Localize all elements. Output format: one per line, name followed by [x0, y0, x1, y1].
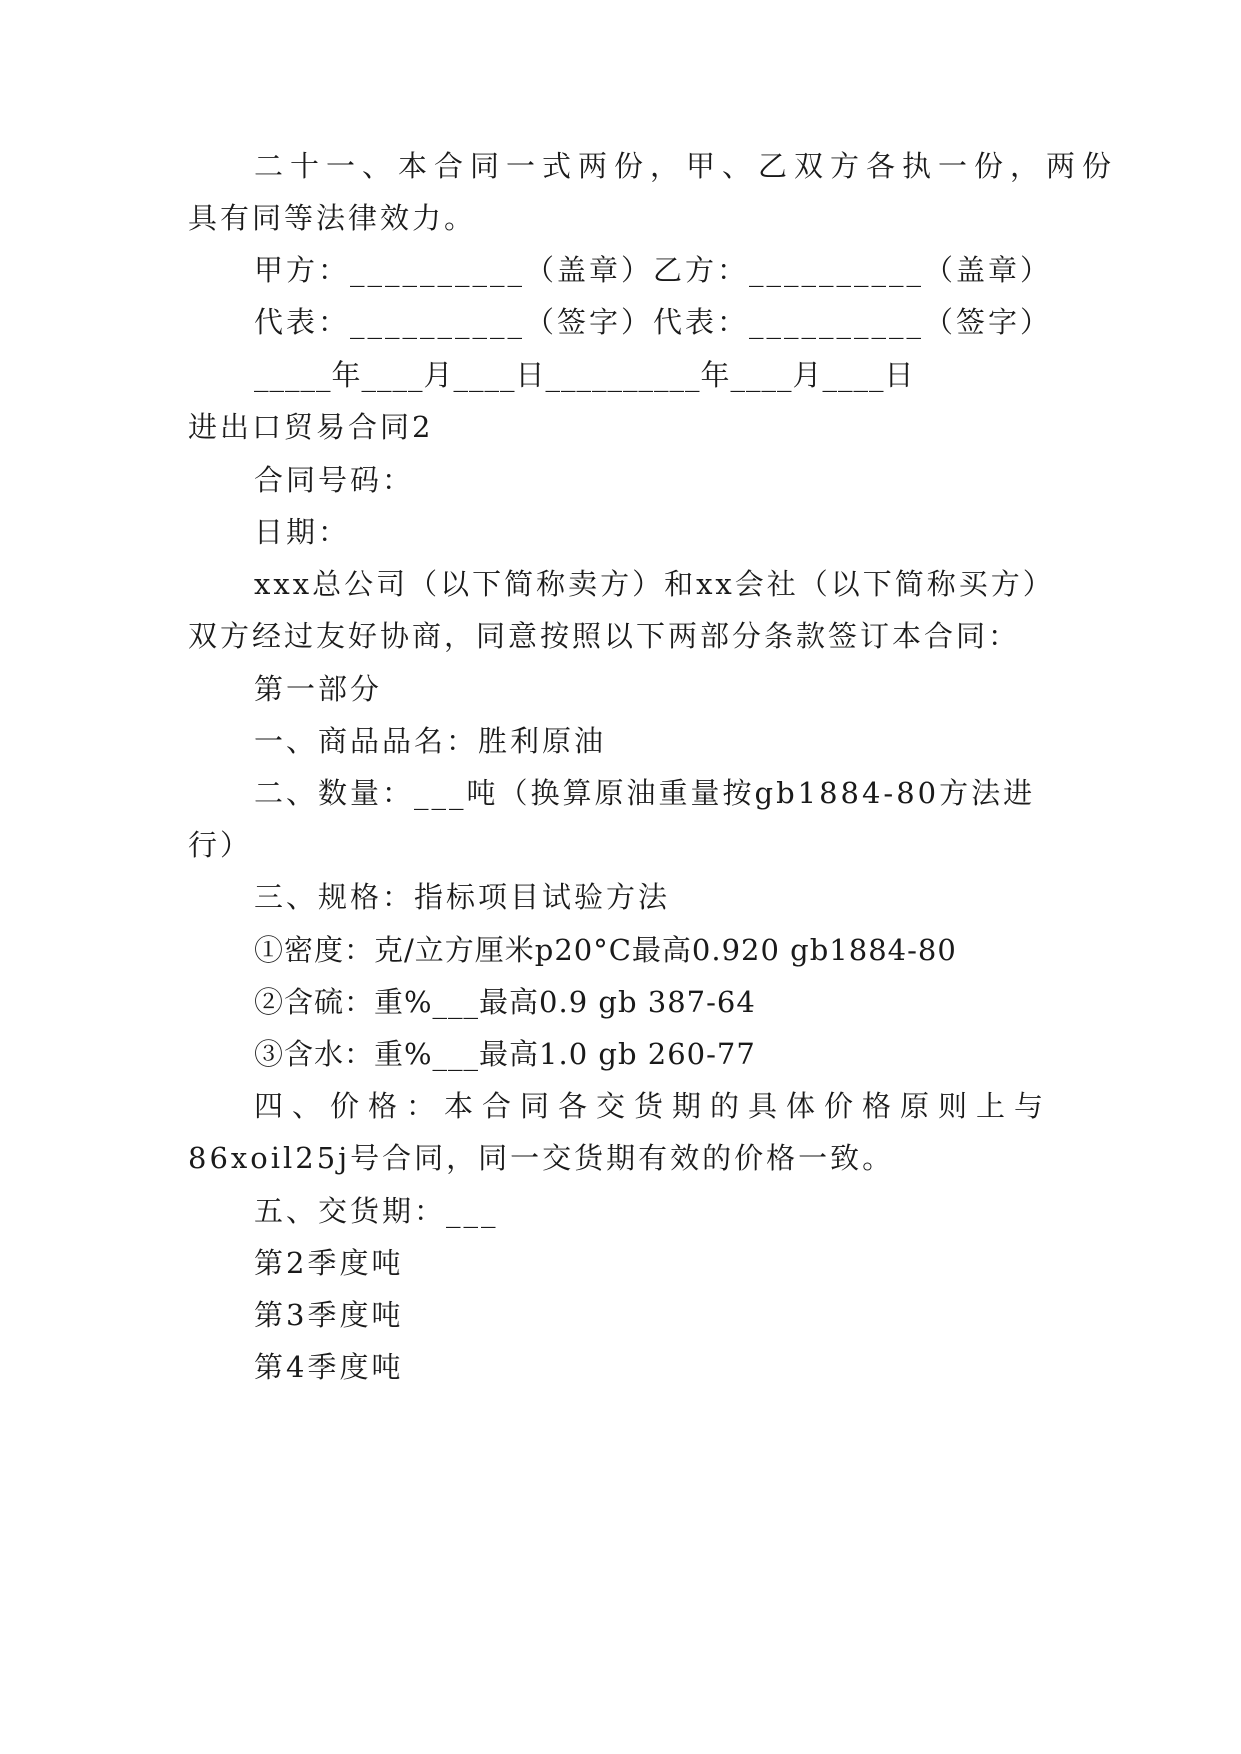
part-one-heading: 第一部分 [254, 672, 383, 706]
item-2-quantity-line-2: 行） [188, 828, 253, 862]
spec-water: ③含水：重%___最高1.0 gb 260-77 [254, 1037, 756, 1071]
date-label: 日期： [254, 515, 351, 549]
party-a-b-seal-line: 甲方：__________（盖章）乙方：__________（盖章） [254, 253, 1053, 287]
contract-number-label: 合同号码： [254, 463, 415, 497]
item-2-quantity-line-1: 二、数量：___吨（换算原油重量按gb1884-80方法进 [254, 776, 1036, 810]
clause-21-line-1: 二十一、本合同一式两份，甲、乙双方各执一份，两份 [254, 149, 1119, 183]
delivery-q2: 第2季度吨 [254, 1246, 404, 1280]
item-1-product-name: 一、商品品名：胜利原油 [254, 724, 607, 758]
item-4-price-line-2: 86xoil25j号合同，同一交货期有效的价格一致。 [188, 1141, 895, 1175]
parties-line-2: 双方经过友好协商，同意按照以下两部分条款签订本合同： [188, 619, 1021, 653]
parties-line-1: xxx总公司（以下简称卖方）和xx会社（以下简称买方） [254, 567, 1055, 601]
delivery-q4: 第4季度吨 [254, 1350, 404, 1384]
delivery-q3: 第3季度吨 [254, 1298, 404, 1332]
item-4-price-line-1: 四、价格：本合同各交货期的具体价格原则上与 [254, 1089, 1053, 1123]
spec-sulfur: ②含硫：重%___最高0.9 gb 387-64 [254, 985, 756, 1019]
clause-21-line-2: 具有同等法律效力。 [188, 201, 477, 235]
representative-sign-line: 代表：__________（签字）代表：__________（签字） [254, 305, 1053, 339]
spec-density: ①密度：克/立方厘米p20°C最高0.920 gb1884-80 [254, 933, 957, 967]
date-line: _____年____月____日__________年____月____日 [254, 358, 915, 392]
item-3-specification: 三、规格：指标项目试验方法 [254, 880, 671, 914]
contract-2-title: 进出口贸易合同2 [188, 410, 434, 444]
item-5-delivery: 五、交货期：___ [254, 1194, 499, 1228]
